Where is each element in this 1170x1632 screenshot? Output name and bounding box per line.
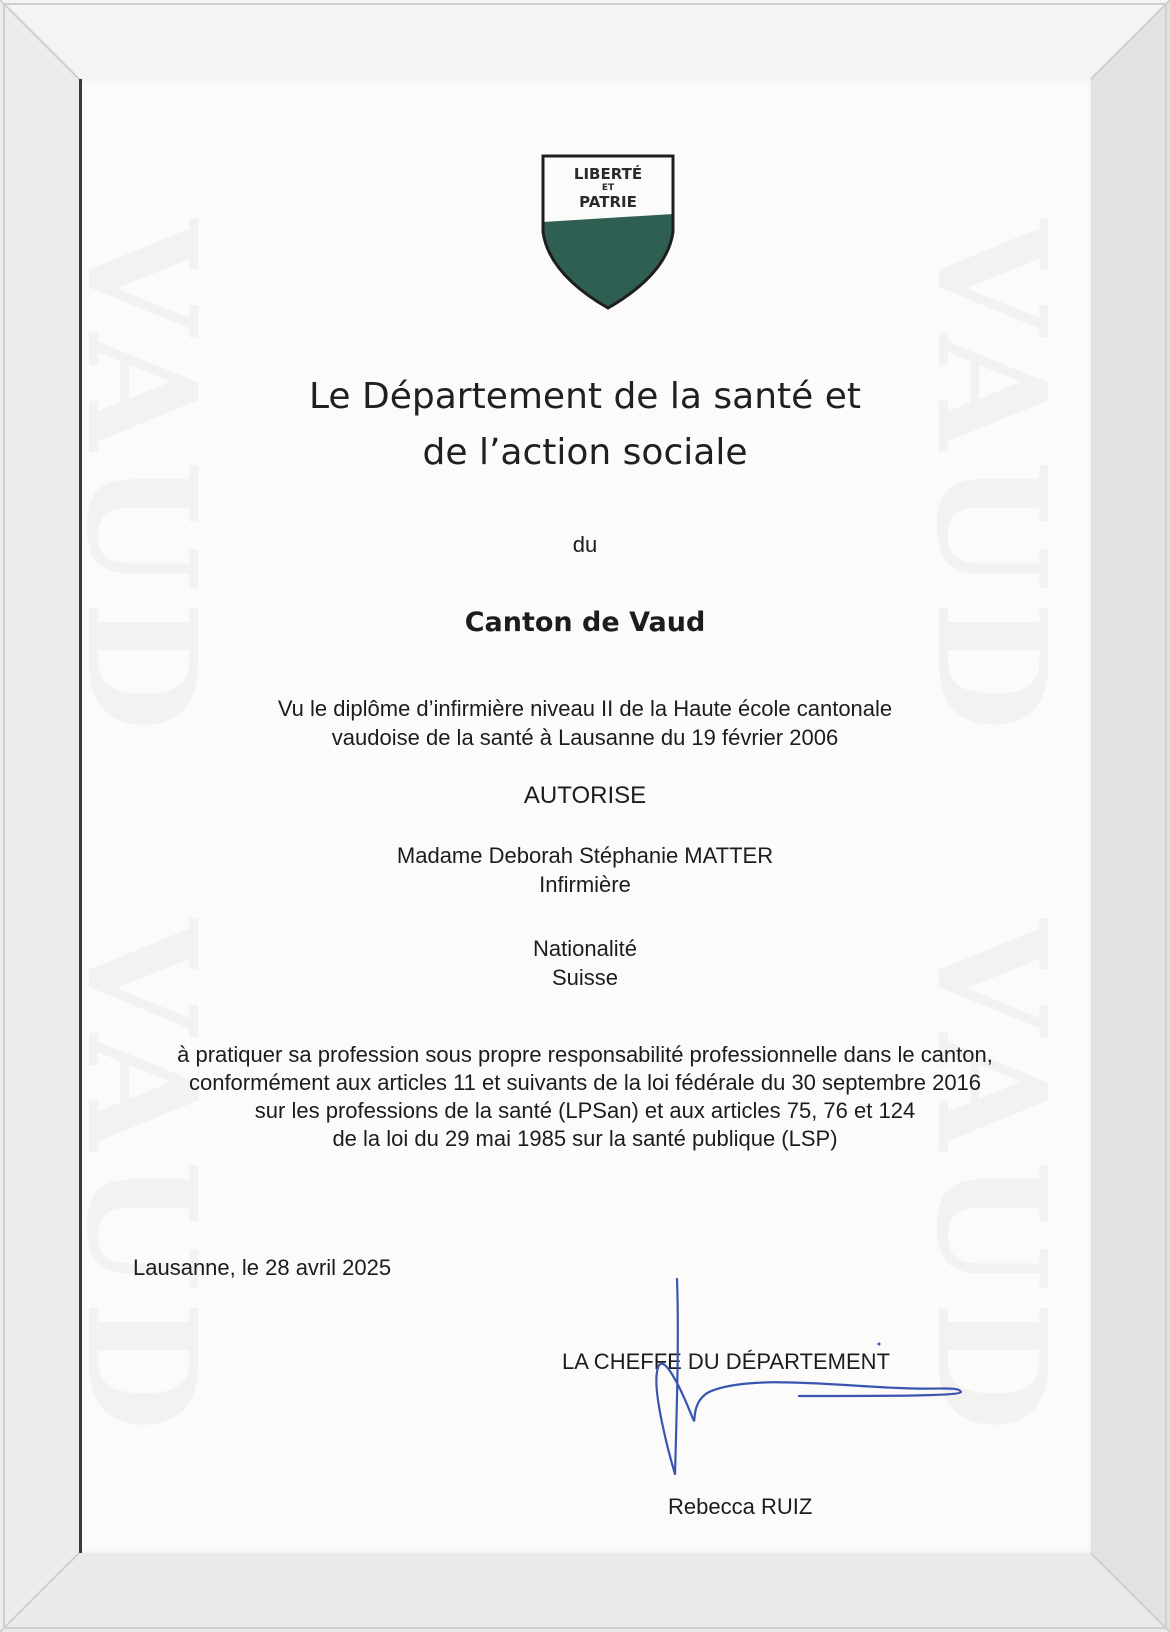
holder-profession: Infirmière [539,872,631,897]
nationality-value: Suisse [551,965,619,990]
department-title-line-1: Le Département de la santé et [308,376,861,417]
handwritten-signature [639,1274,999,1504]
department-title [79,369,1091,481]
crest-text-liberte: LIBERTÉ [573,165,643,183]
authorization-line-1: à pratiquer sa profession sous propre responsabilité professionnelle dans le canton, [177,1042,993,1067]
scan-edge [79,79,82,1553]
watermark-left-lower [79,919,229,1441]
authorization-text [79,1041,1091,1153]
autorise-heading: AUTORISE [523,782,647,809]
nationality-block [79,934,1091,992]
nationality-label: Nationalité [533,936,637,961]
authorization-line-2: conformément aux articles 11 et suivants de la loi fédérale du 30 septembre 2016 [188,1070,982,1095]
crest-text-patrie: PATRIE [579,193,637,211]
certificate-document [79,79,1091,1553]
diploma-reference-line-2: vaudoise de la santé à Lausanne du 19 février 2006 [331,725,839,750]
signatory-name: Rebecca RUIZ [668,1494,813,1519]
canton-name: Canton de Vaud [464,607,706,638]
canton-vaud-crest [541,154,675,310]
diploma-reference-line-1: Vu le diplôme d’infirmière niveau II de la Haute école cantonale [277,696,893,721]
diploma-reference [79,694,1091,752]
holder-block [79,841,1091,899]
authorization-line-3: sur les professions de la santé (LPSan) et aux articles 75, 76 et 124 [254,1098,916,1123]
authorization-line-4: de la loi du 29 mai 1985 sur la santé publique (LSP) [332,1126,838,1151]
signatory-title: LA CHEFFE DU DÉPARTEMENT [562,1349,891,1374]
department-title-line-2: de l’action sociale [422,432,748,473]
crest-text-et: ET [601,183,615,193]
issue-date: Lausanne, le 28 avril 2025 [133,1255,392,1280]
du-text: du [572,532,598,557]
holder-name: Madame Deborah Stéphanie MATTER [396,843,774,868]
